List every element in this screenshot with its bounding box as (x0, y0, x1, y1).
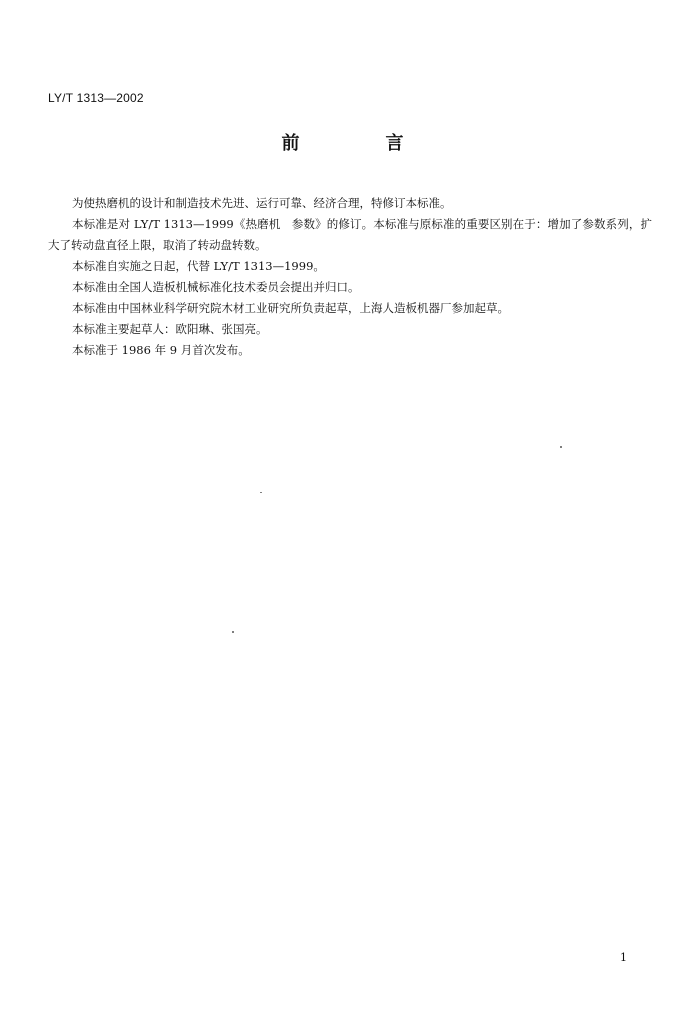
scan-speck (232, 631, 234, 633)
paragraph-revision: 本标准是对 LY/T 1313—1999《热磨机 参数》的修订。本标准与原标准的重要区别在于：增加了参数系列，扩大了转动盘直径上限，取消了转动盘转数。 (48, 217, 652, 252)
paragraph-replacement: 本标准自实施之日起，代替 LY/T 1313—1999。 (72, 259, 325, 273)
page-number: 1 (620, 951, 627, 964)
paragraph-drafters: 本标准主要起草人：欧阳琳、张国亮。 (72, 322, 268, 336)
standard-code: LY/T 1313—2002 (48, 91, 144, 105)
page-title: 前 言 (281, 133, 438, 154)
scan-speck (560, 446, 562, 448)
paragraph-proposer: 本标准由全国人造板机械标准化技术委员会提出并归口。 (72, 280, 360, 294)
scan-speck (260, 492, 262, 493)
paragraph-first-publication: 本标准于 1986 年 9 月首次发布。 (72, 343, 250, 357)
paragraph-drafting-units: 本标准由中国林业科学研究院木材工业研究所负责起草，上海人造板机器厂参加起草。 (72, 301, 509, 315)
paragraph-purpose: 为使热磨机的设计和制造技术先进、运行可靠、经济合理，特修订本标准。 (72, 196, 452, 210)
